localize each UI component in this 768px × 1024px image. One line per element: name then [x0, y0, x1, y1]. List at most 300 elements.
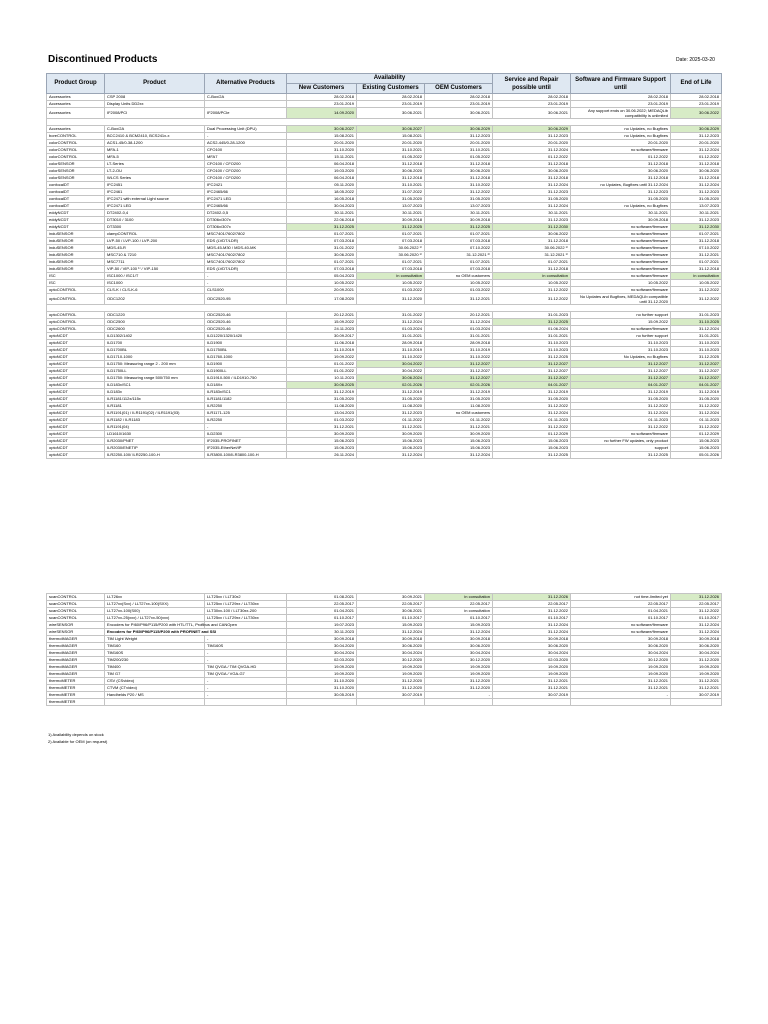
- cell-software-firmware: 01.12.2022: [571, 154, 671, 161]
- cell-product: LLT26xx: [105, 594, 205, 601]
- cell-software-firmware: no software/firmware: [571, 629, 671, 636]
- cell-oem-customers: 11.08.2020: [425, 403, 493, 410]
- cell-existing-customers: 13.07.2023: [357, 203, 425, 210]
- cell-service-repair: 31.12.2018: [493, 266, 571, 273]
- cell-alternative: [205, 699, 287, 706]
- header-product: Product: [105, 74, 205, 94]
- cell-alternative: MSC7401/7602/7802: [205, 252, 287, 259]
- cell-product-group: optoNCDT: [47, 340, 105, 347]
- cell-product-group: thermoIMAGER: [47, 636, 105, 643]
- cell-oem-customers: 31.12.2023: [425, 133, 493, 140]
- cell-product-group: optoNCDT: [47, 403, 105, 410]
- cell-new-customers: 20.12.2021: [287, 312, 357, 319]
- cell-end-of-life: 31.12.2022: [671, 403, 722, 410]
- cell-oem-customers: 30.09.2018: [425, 217, 493, 224]
- cell-new-customers: 01.07.2021: [287, 259, 357, 266]
- cell-product: Handhelds P20 / MS: [105, 692, 205, 699]
- cell-product: ODC1220: [105, 312, 205, 319]
- cell-product: Encoders for PI60/P96/P115/P200 with PROFINET and SSI: [105, 629, 287, 636]
- cell-product-group: confocalDT: [47, 203, 105, 210]
- cell-product-group: thermoIMAGER: [47, 643, 105, 650]
- cell-end-of-life: 30.06.2022: [671, 108, 722, 119]
- cell-alternative: -: [205, 280, 287, 287]
- cell-oem-customers: 31.12.2027: [425, 375, 493, 382]
- cell-end-of-life: 31.12.2024: [671, 182, 722, 189]
- cell-end-of-life: 31.12.2024: [671, 629, 722, 636]
- cell-existing-customers: 30.06.2020: [357, 168, 425, 175]
- cell-software-firmware: no software/firmware: [571, 287, 671, 294]
- cell-software-firmware: 30.06.2020: [571, 643, 671, 650]
- cell-service-repair: 15.06.2023: [493, 445, 571, 452]
- cell-service-repair: in consultation: [493, 273, 571, 280]
- cell-existing-customers: 31.10.2021: [357, 182, 425, 189]
- cell-existing-customers: 22.05.2017: [357, 601, 425, 608]
- header-service-repair: Service and Repair possible until: [493, 74, 571, 94]
- cell-end-of-life: 31.01.2021: [671, 333, 722, 340]
- cell-oem-customers: 31.12.2021: [425, 424, 493, 431]
- table-row: [47, 231, 722, 238]
- cell-product: IF2008/PCI: [105, 108, 205, 119]
- cell-alternative: -: [205, 424, 287, 431]
- cell-alternative: CFO100: [205, 147, 287, 154]
- table-row: [47, 210, 722, 217]
- cell-product: TIM160: [105, 643, 205, 650]
- cell-software-firmware: no software/firmware: [571, 259, 671, 266]
- cell-product: ILR2030/ENETIP: [105, 445, 205, 452]
- cell-product-group: optoNCDT: [47, 431, 105, 438]
- cell-oem-customers: 20.01.2020: [425, 140, 493, 147]
- cell-oem-customers: 07.03.2018: [425, 266, 493, 273]
- cell-product-group: confocalDT: [47, 189, 105, 196]
- cell-oem-customers: 31.10.2022: [425, 354, 493, 361]
- cell-software-firmware: -: [571, 692, 671, 699]
- cell-existing-customers: 31.01.2022: [357, 312, 425, 319]
- footnotes: [48, 731, 107, 745]
- cell-product-group: optoCONTROL: [47, 326, 105, 333]
- cell-new-customers: 30.05.2019: [287, 692, 357, 699]
- cell-oem-customers: 31.01.2021: [425, 333, 493, 340]
- cell-product-group: induSENSOR: [47, 231, 105, 238]
- cell-service-repair: 31.01.2023: [493, 312, 571, 319]
- cell-software-firmware: 04.01.2027: [571, 382, 671, 389]
- cell-alternative: LLT25xx / LLT29xx / LLT30xx: [205, 601, 287, 608]
- cell-product: ILD1750: Measuring range 2 - 200 mm: [105, 361, 205, 368]
- cell-oem-customers: -: [425, 692, 493, 699]
- cell-software-firmware: no further support: [571, 333, 671, 340]
- cell-product-group: optoCONTROL: [47, 319, 105, 326]
- cell-oem-customers: 15.06.2023: [425, 445, 493, 452]
- cell-product-group: optoNCDT: [47, 389, 105, 396]
- table-row: [47, 312, 722, 319]
- cell-oem-customers: 13.07.2023: [425, 203, 493, 210]
- cell-product-group: thermoIMAGER: [47, 671, 105, 678]
- cell-service-repair: 31.10.2023: [493, 347, 571, 354]
- cell-alternative: IFC2421: [205, 182, 287, 189]
- cell-existing-customers: 01.07.2021: [357, 259, 425, 266]
- cell-service-repair: 31.12.2023: [493, 217, 571, 224]
- cell-alternative: ILD1900: [205, 340, 287, 347]
- discontinued-products-table-continued: [46, 593, 722, 706]
- table-row: [47, 389, 722, 396]
- cell-new-customers: 31.12.2019: [287, 389, 357, 396]
- cell-end-of-life: 31.12.2025: [671, 354, 722, 361]
- cell-existing-customers: 01.11.2022: [357, 417, 425, 424]
- cell-software-firmware: 30.12.2020: [571, 657, 671, 664]
- cell-product: CSV (CSvideo): [105, 678, 205, 685]
- cell-existing-customers: 07.03.2018: [357, 238, 425, 245]
- cell-existing-customers: 31.12.2024: [357, 319, 425, 326]
- cell-new-customers: 30.11.2023: [287, 629, 357, 636]
- cell-service-repair: 15.06.2023: [493, 438, 571, 445]
- cell-service-repair: 31.12.2018: [493, 238, 571, 245]
- cell-alternative: -: [205, 133, 287, 140]
- cell-software-firmware: 20.01.2020: [571, 140, 671, 147]
- cell-new-customers: 31.12.2021: [287, 424, 357, 431]
- cell-service-repair: 01.11.2023: [493, 417, 571, 424]
- cell-new-customers: 10.11.2023: [287, 375, 357, 382]
- cell-end-of-life: 31.01.2023: [671, 312, 722, 319]
- cell-service-repair: 31.05.2020: [493, 396, 571, 403]
- cell-alternative: ILD1760-1000: [205, 354, 287, 361]
- cell-new-customers: 02.03.2020: [287, 657, 357, 664]
- cell-end-of-life: 20.01.2020: [671, 140, 722, 147]
- cell-alternative: ILR183x/SC1: [205, 389, 287, 396]
- cell-end-of-life: 30.07.2019: [671, 692, 722, 699]
- cell-product-group: thermoMETER: [47, 678, 105, 685]
- cell-oem-customers: 30.09.2018: [425, 636, 493, 643]
- cell-oem-customers: 30.09.2020: [425, 431, 493, 438]
- table-row: [47, 347, 722, 354]
- cell-end-of-life: 31.12.2024: [671, 147, 722, 154]
- cell-oem-customers: [425, 699, 493, 706]
- cell-product-group: Accessories: [47, 94, 105, 101]
- table-row: [47, 699, 722, 706]
- cell-product-group: scanCONTROL: [47, 615, 105, 622]
- cell-software-firmware: no software/firmware: [571, 245, 671, 252]
- discontinued-products-table: [46, 73, 722, 459]
- cell-alternative: DT2402-0,5: [205, 210, 287, 217]
- cell-software-firmware: no software/firmware: [571, 147, 671, 154]
- cell-existing-customers: 30.12.2020: [357, 657, 425, 664]
- cell-service-repair: 19.09.2020: [493, 671, 571, 678]
- cell-service-repair: 31.12.2023: [493, 189, 571, 196]
- cell-alternative: C-Box/2A: [205, 94, 287, 101]
- cell-alternative: EDS (LVDT/LDR): [205, 266, 287, 273]
- cell-oem-customers: 31.12.2018: [425, 175, 493, 182]
- cell-product-group: optoCONTROL: [47, 287, 105, 294]
- cell-product: ILD183x/SC1: [105, 382, 205, 389]
- cell-alternative: IFC2465/66: [205, 203, 287, 210]
- cell-service-repair: 01.07.2021: [493, 259, 571, 266]
- cell-service-repair: 31.12.2027: [493, 375, 571, 382]
- cell-service-repair: 01.10.2017: [493, 615, 571, 622]
- cell-product-group: ISC: [47, 273, 105, 280]
- cell-new-customers: 31.10.2019: [287, 347, 357, 354]
- cell-service-repair: 22.05.2017: [493, 601, 571, 608]
- cell-end-of-life: 07.10.2022: [671, 245, 722, 252]
- cell-existing-customers: 30.09.2021: [357, 594, 425, 601]
- cell-existing-customers: 30.06.2022 ¹⁾: [357, 245, 425, 252]
- table-row: [47, 382, 722, 389]
- cell-service-repair: 31.12.2024: [493, 622, 571, 629]
- cell-software-firmware: 30.09.2018: [571, 217, 671, 224]
- cell-product-group: eddyNCDT: [47, 224, 105, 231]
- cell-product-group: Accessories: [47, 101, 105, 108]
- spacer-cell: [47, 305, 722, 312]
- cell-alternative: ODC2520-46: [205, 326, 287, 333]
- cell-product-group: scanCONTROL: [47, 601, 105, 608]
- cell-new-customers: 05.11.2020: [287, 182, 357, 189]
- cell-oem-customers: 19.09.2020: [425, 671, 493, 678]
- spacer-row: [47, 119, 722, 126]
- cell-software-firmware: 10.05.2022: [571, 280, 671, 287]
- cell-end-of-life: 31.12.2022: [671, 424, 722, 431]
- cell-new-customers: 31.12.2025: [287, 224, 357, 231]
- cell-existing-customers: 31.10.2021: [357, 147, 425, 154]
- cell-existing-customers: 30.06.2021: [357, 108, 425, 119]
- cell-product: IFC2471 LED: [105, 203, 205, 210]
- cell-end-of-life: 31.12.2027: [671, 368, 722, 375]
- cell-service-repair: 31.12.2024: [493, 629, 571, 636]
- cell-service-repair: 31.12.2021: [493, 678, 571, 685]
- cell-end-of-life: 01.11.2023: [671, 417, 722, 424]
- cell-end-of-life: 31.12.2024: [671, 622, 722, 629]
- footnote-2: 2) Available for OEM (on request): [48, 739, 108, 744]
- cell-alternative: ILR2250: [205, 403, 287, 410]
- cell-end-of-life: 30.11.2021: [671, 210, 722, 217]
- cell-oem-customers: 30.04.2024: [425, 650, 493, 657]
- cell-product: LT-2-OU: [105, 168, 205, 175]
- cell-end-of-life: 31.12.2023: [671, 189, 722, 196]
- cell-new-customers: 01.08.2021: [287, 594, 357, 601]
- cell-software-firmware: 31.12.2027: [571, 361, 671, 368]
- cell-software-firmware: 31.12.2027: [571, 375, 671, 382]
- cell-service-repair: 30.06.2029: [493, 126, 571, 133]
- cell-product: ODC2500: [105, 319, 205, 326]
- cell-existing-customers: 30.09.2018: [357, 636, 425, 643]
- cell-end-of-life: 31.12.2022: [671, 287, 722, 294]
- cell-end-of-life: 28.02.2018: [671, 94, 722, 101]
- cell-service-repair: 31.12.2024: [493, 147, 571, 154]
- cell-oem-customers: 01.07.2021: [425, 259, 493, 266]
- cell-end-of-life: 15.06.2023: [671, 445, 722, 452]
- cell-product: TIM200/230: [105, 657, 205, 664]
- cell-existing-customers: [357, 699, 425, 706]
- table-row: [47, 252, 722, 259]
- table-row: [47, 273, 722, 280]
- header-product-group: Product Group: [47, 74, 105, 94]
- table-row: [47, 245, 722, 252]
- cell-product: MFA-1: [105, 147, 205, 154]
- cell-software-firmware: 15.09.2022: [571, 319, 671, 326]
- header-software-firmware: Software and Firmware Support until: [571, 74, 671, 94]
- cell-product: ODC2600: [105, 326, 205, 333]
- cell-existing-customers: 31.12.2020: [357, 294, 425, 305]
- cell-product: ISC1000: [105, 280, 205, 287]
- cell-existing-customers: 07.03.2018: [357, 266, 425, 273]
- cell-alternative: CLS1000: [205, 287, 287, 294]
- table-row: [47, 643, 722, 650]
- cell-end-of-life: 31.12.2027: [671, 375, 722, 382]
- cell-oem-customers: in consultation: [425, 594, 493, 601]
- cell-new-customers: 22.05.2017: [287, 601, 357, 608]
- cell-product-group: optoNCDT: [47, 347, 105, 354]
- cell-service-repair: 31.12.2030: [493, 224, 571, 231]
- table-row: [47, 94, 722, 101]
- cell-service-repair: 30.06.2020: [493, 643, 571, 650]
- cell-product: ACS1-45/0-38-1200: [105, 140, 205, 147]
- cell-end-of-life: 23.01.2019: [671, 101, 722, 108]
- cell-new-customers: 16.05.2018: [287, 196, 357, 203]
- cell-product-group: optoNCDT: [47, 375, 105, 382]
- cell-software-firmware: 31.10.2023: [571, 340, 671, 347]
- cell-service-repair: 31.12.2026: [493, 594, 571, 601]
- cell-existing-customers: 01.10.2017: [357, 615, 425, 622]
- cell-new-customers: 01.04.2021: [287, 608, 357, 615]
- cell-new-customers: 31.10.2020: [287, 685, 357, 692]
- cell-new-customers: 06.04.2018: [287, 175, 357, 182]
- cell-service-repair: 30.04.2024: [493, 650, 571, 657]
- cell-product: WLCS Series: [105, 175, 205, 182]
- cell-product: VIP-50 / VIP-100 ¹⁾ / VIP-150: [105, 266, 205, 273]
- table-row: [47, 140, 722, 147]
- cell-product-group: colorSENSOR: [47, 175, 105, 182]
- cell-product-group: induSENSOR: [47, 252, 105, 259]
- cell-oem-customers: 31.12.2027: [425, 368, 493, 375]
- cell-product-group: eddyNCDT: [47, 210, 105, 217]
- cell-existing-customers: 15.06.2023: [357, 438, 425, 445]
- spacer-cell: [47, 119, 722, 126]
- cell-product: Encoders for PI60/P96/P115/P200 with HTL/TTL, Profibus and CANOpen: [105, 622, 205, 629]
- cell-software-firmware: not time-limited yet: [571, 594, 671, 601]
- cell-oem-customers: 31.10.2022: [425, 182, 493, 189]
- cell-alternative: MFA7: [205, 154, 287, 161]
- cell-existing-customers: 31.12.2025: [357, 224, 425, 231]
- cell-alternative: -: [205, 692, 287, 699]
- cell-new-customers: 28.02.2018: [287, 94, 357, 101]
- cell-alternative: IF2008/PCIe: [205, 108, 287, 119]
- cell-end-of-life: 31.12.2023: [671, 133, 722, 140]
- cell-software-firmware: 31.05.2020: [571, 396, 671, 403]
- cell-existing-customers: 30.06.2021: [357, 608, 425, 615]
- cell-software-firmware: 31.12.2021: [571, 685, 671, 692]
- table-row: [47, 326, 722, 333]
- table-row: [47, 224, 722, 231]
- cell-existing-customers: 11.08.2020: [357, 403, 425, 410]
- cell-service-repair: 30.06.2020: [493, 168, 571, 175]
- cell-software-firmware: no software/firmware: [571, 224, 671, 231]
- cell-product: TIM Light Weight: [105, 636, 205, 643]
- table-row: [47, 319, 722, 326]
- cell-new-customers: 20.09.2021: [287, 287, 357, 294]
- cell-product-group: optoNCDT: [47, 354, 105, 361]
- cell-oem-customers: 31.12.2020: [425, 678, 493, 685]
- cell-oem-customers: no OEM customers: [425, 273, 493, 280]
- cell-end-of-life: 31.12.2030: [671, 224, 722, 231]
- cell-oem-customers: 01.10.2017: [425, 615, 493, 622]
- cell-end-of-life: 31.10.2023: [671, 340, 722, 347]
- cell-product-group: thermoIMAGER: [47, 657, 105, 664]
- cell-product-group: optoNCDT: [47, 368, 105, 375]
- cell-product-group: scanCONTROL: [47, 594, 105, 601]
- cell-alternative: ILR1181/1182: [205, 396, 287, 403]
- cell-oem-customers: 10.05.2022: [425, 280, 493, 287]
- cell-oem-customers: no OEM customers: [425, 410, 493, 417]
- cell-existing-customers: 31.12.2024: [357, 629, 425, 636]
- table-row: [47, 147, 722, 154]
- header-existing-customers: Existing Customers: [357, 84, 425, 94]
- cell-end-of-life: 31.12.2027: [671, 361, 722, 368]
- cell-service-repair: 31.12.2022: [493, 608, 571, 615]
- cell-end-of-life: 30.06.2020: [671, 168, 722, 175]
- cell-existing-customers: 31.01.2021: [357, 333, 425, 340]
- cell-service-repair: 31.05.2020: [493, 196, 571, 203]
- table-row: [47, 615, 722, 622]
- cell-existing-customers: 31.12.2018: [357, 175, 425, 182]
- cell-product: ILD1750: Measuring range 500/750 mm: [105, 375, 205, 382]
- cell-oem-customers: 31.12.2021: [425, 294, 493, 305]
- cell-alternative: ILD2300: [205, 431, 287, 438]
- cell-end-of-life: 31.10.2025: [671, 319, 722, 326]
- cell-service-repair: 31.12.2025: [493, 452, 571, 459]
- cell-new-customers: 19.09.2020: [287, 671, 357, 678]
- cell-existing-customers: 30.04.2022: [357, 361, 425, 368]
- cell-product: MFA-5: [105, 154, 205, 161]
- table-row: [47, 101, 722, 108]
- cell-software-firmware: 31.12.2022: [571, 403, 671, 410]
- cell-alternative: ILD1750BL: [205, 347, 287, 354]
- cell-service-repair: 31.12.2024: [493, 410, 571, 417]
- cell-service-repair: 31.12.2021 ¹⁾: [493, 252, 571, 259]
- cell-alternative: DT306x/307x: [205, 224, 287, 231]
- cell-existing-customers: 15.09.2023: [357, 622, 425, 629]
- cell-product-group: ISC: [47, 280, 105, 287]
- cell-alternative: -: [205, 685, 287, 692]
- cell-product-group: Accessories: [47, 108, 105, 119]
- cell-service-repair: 31.10.2023: [493, 340, 571, 347]
- cell-service-repair: [493, 699, 571, 706]
- cell-alternative: ILR3800-100/ILR3800-100-H: [205, 452, 287, 459]
- cell-end-of-life: 19.09.2020: [671, 671, 722, 678]
- cell-new-customers: 18.05.2022: [287, 189, 357, 196]
- cell-alternative: LLT25xx / LLT29xx / LLT30xx: [205, 615, 287, 622]
- cell-end-of-life: 31.12.2023: [671, 217, 722, 224]
- cell-service-repair: 31.12.2023: [493, 133, 571, 140]
- table-row: [47, 126, 722, 133]
- cell-product-group: colorCONTROL: [47, 140, 105, 147]
- header-oem-customers: OEM Customers: [425, 84, 493, 94]
- cell-new-customers: 30.09.2020: [287, 431, 357, 438]
- cell-service-repair: 31.12.2018: [493, 161, 571, 168]
- cell-end-of-life: 30.06.2029: [671, 126, 722, 133]
- cell-software-firmware: 31.12.2025: [571, 452, 671, 459]
- cell-product-group: optoNCDT: [47, 396, 105, 403]
- cell-service-repair: 04.01.2027: [493, 382, 571, 389]
- cell-product: ILD1700BL: [105, 347, 205, 354]
- cell-existing-customers: 30.06.2020 ¹⁾: [357, 252, 425, 259]
- table-row: [47, 396, 722, 403]
- cell-alternative: EDS (LVDT/LDR): [205, 238, 287, 245]
- table-row: [47, 133, 722, 140]
- cell-product: LLT27xx-25(xxx) / LLT27xx-50(xxx): [105, 615, 205, 622]
- cell-software-firmware: no software/firmware: [571, 231, 671, 238]
- cell-existing-customers: 31.12.2018: [357, 161, 425, 168]
- cell-new-customers: 01.10.2017: [287, 615, 357, 622]
- cell-end-of-life: 01.07.2021: [671, 259, 722, 266]
- cell-service-repair: 31.12.2025: [493, 354, 571, 361]
- cell-service-repair: 31.12.2024: [493, 203, 571, 210]
- cell-product-group: confocalDT: [47, 196, 105, 203]
